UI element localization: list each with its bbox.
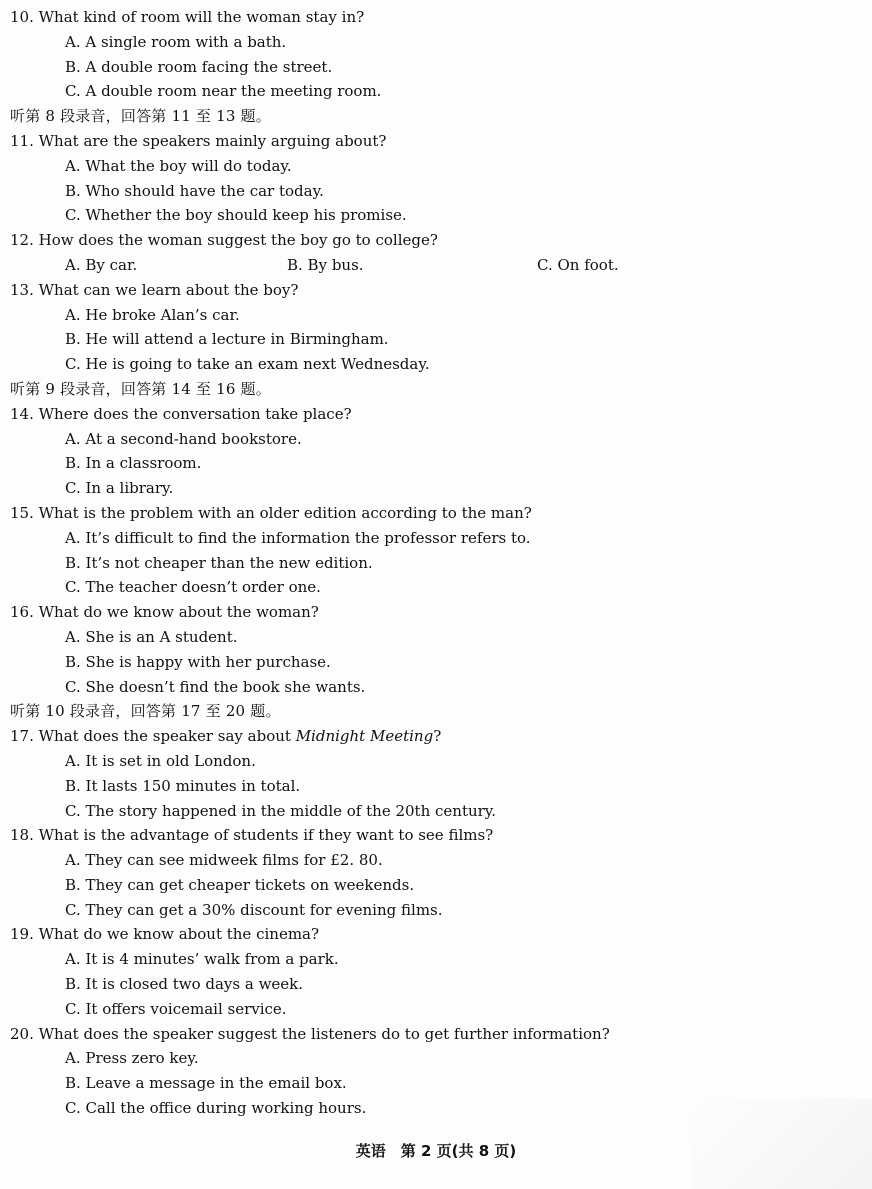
answer-option: B. Leave a message in the email box. [65, 1074, 347, 1093]
answer-option: A. It is set in old London. [65, 751, 256, 770]
answer-option: B. Who should have the car today. [65, 181, 324, 200]
answer-option: B. A double room facing the street. [65, 57, 333, 76]
answer-option: B. In a classroom. [65, 454, 202, 473]
answer-option: C. She doesn’t find the book she wants. [65, 677, 366, 696]
answer-option: A. He broke Alan’s car. [65, 305, 240, 324]
film-title: Midnight Meeting [295, 727, 434, 746]
answer-option: A. She is an A student. [65, 627, 238, 646]
question-mark: ? [433, 727, 442, 746]
answer-option: C. Whether the boy should keep his promise. [65, 206, 407, 225]
answer-option: B. It is closed two days a week. [65, 975, 304, 994]
question-text: 15. What is the problem with an older edition according to the man? [10, 503, 532, 522]
question-text: 10. What kind of room will the woman stay in? [10, 8, 365, 26]
answer-option: B. It’s not cheaper than the new edition. [65, 553, 373, 572]
answer-option: C. The story happened in the middle of the 20th century. [65, 801, 497, 820]
question-text [10, 724, 850, 749]
answer-option: A. By car. [65, 255, 138, 274]
question-text: 20. What does the speaker suggest the listeners do to get further information? [10, 1024, 610, 1043]
question-text: 16. What do we know about the woman? [10, 603, 319, 622]
question-text: 12. How does the woman suggest the boy go to college? [10, 231, 438, 250]
answer-option: A. It’s difficult to find the information the professor refers to. [65, 528, 531, 547]
scan-shadow [692, 1099, 872, 1189]
answer-option: C. On foot. [537, 255, 619, 274]
question-text-part: 17. What does the speaker say about [10, 727, 296, 746]
answer-option: A. It is 4 minutes’ walk from a park. [65, 950, 339, 969]
section-instruction: 听第 8 段录音，回答第 11 至 13 题。 [10, 107, 271, 126]
answer-option: C. It offers voicemail service. [65, 999, 287, 1018]
answer-option: B. He will attend a lecture in Birmingham. [65, 330, 389, 349]
answer-option: A. Press zero key. [65, 1049, 199, 1068]
section-instruction: 听第 10 段录音，回答第 17 至 20 题。 [10, 702, 281, 721]
question-text: 19. What do we know about the cinema? [10, 925, 320, 944]
answer-option: B. They can get cheaper tickets on weekends. [65, 875, 415, 894]
page-footer: 英语 第 2 页(共 8 页) [355, 1142, 517, 1160]
answer-option: B. She is happy with her purchase. [65, 652, 331, 671]
answer-option: A. They can see midweek films for £2. 80. [65, 851, 383, 870]
question-text: 18. What is the advantage of students if they want to see films? [10, 826, 494, 845]
question-text: 14. Where does the conversation take place? [10, 404, 352, 423]
question-text: 11. What are the speakers mainly arguing about? [10, 131, 387, 150]
answer-option: A. At a second-hand bookstore. [65, 429, 302, 448]
option-row [10, 253, 850, 278]
answer-option: C. The teacher doesn’t order one. [65, 578, 321, 597]
answer-option: C. In a library. [65, 479, 174, 498]
answer-option: A. A single room with a bath. [65, 32, 287, 51]
answer-option: B. By bus. [287, 255, 364, 274]
answer-option: C. They can get a 30% discount for evening films. [65, 900, 443, 919]
question-text: 13. What can we learn about the boy? [10, 280, 299, 299]
question-list [10, 5, 850, 1121]
answer-option: C. A double room near the meeting room. [65, 82, 382, 101]
answer-option: C. He is going to take an exam next Wednesday. [65, 355, 430, 374]
answer-option: B. It lasts 150 minutes in total. [65, 776, 301, 795]
answer-option: C. Call the office during working hours. [65, 1099, 367, 1118]
section-instruction: 听第 9 段录音，回答第 14 至 16 题。 [10, 379, 271, 398]
answer-option: A. What the boy will do today. [65, 156, 292, 175]
